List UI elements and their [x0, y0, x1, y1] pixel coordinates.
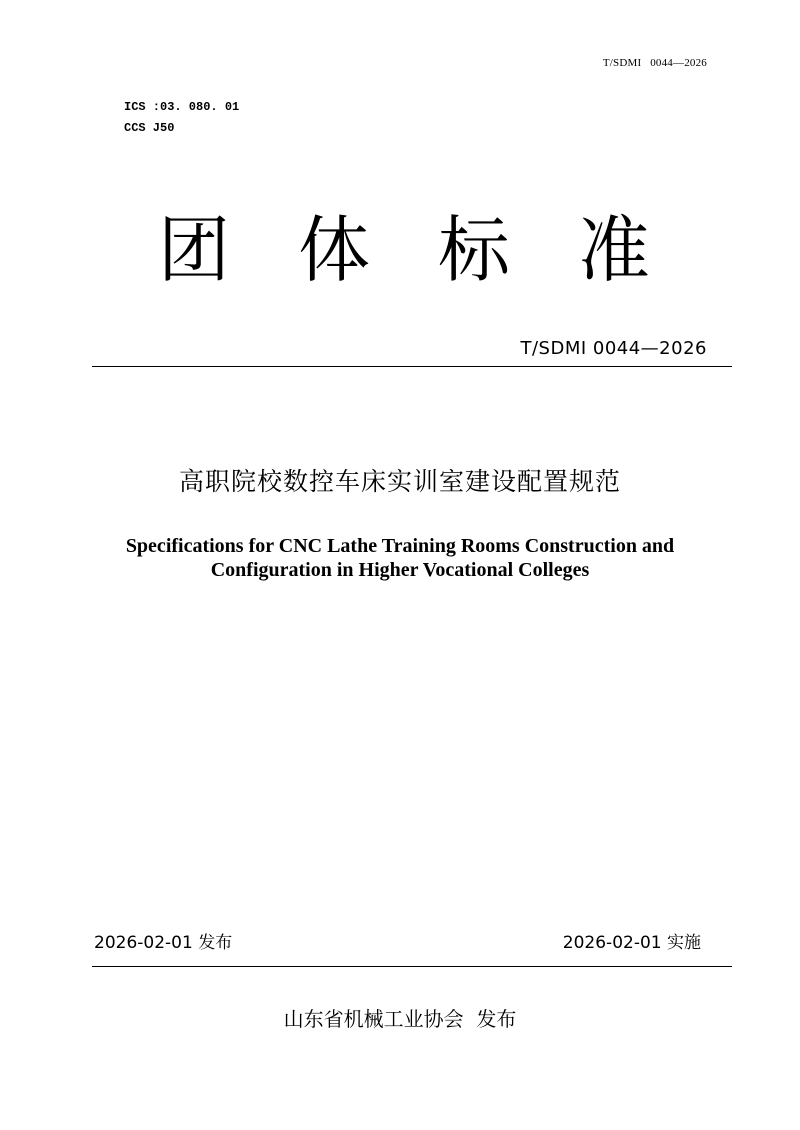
title-char-3: 标 [437, 208, 510, 292]
header-standard-code: T/SDMI 0044—2026 [602, 57, 707, 69]
english-title-line-2: Configuration in Higher Vocational Colleges [210, 559, 590, 581]
english-title-line-1: Specifications for CNC Lathe Training Rooms Construction and [125, 535, 675, 557]
publisher: 山东省机械工业协会 发布 [283, 1007, 517, 1031]
classification-block [124, 97, 239, 139]
document-title-chinese: 高职院校数控车床实训室建设配置规范 [178, 467, 621, 496]
title-char-2: 体 [297, 208, 370, 292]
document-title-english [0, 534, 800, 582]
top-divider [92, 366, 732, 367]
title-char-1: 团 [158, 208, 231, 292]
ccs-code: CCS J50 [124, 121, 175, 135]
standard-type-title [120, 205, 680, 295]
release-date: 2026-02-01 发布 [94, 933, 233, 953]
title-char-4: 准 [577, 208, 650, 292]
implementation-date: 2026-02-01 实施 [562, 933, 701, 953]
bottom-divider [92, 966, 732, 967]
ics-code: ICS :03. 080. 01 [124, 100, 240, 114]
standard-number: T/SDMI 0044—2026 [520, 338, 707, 359]
